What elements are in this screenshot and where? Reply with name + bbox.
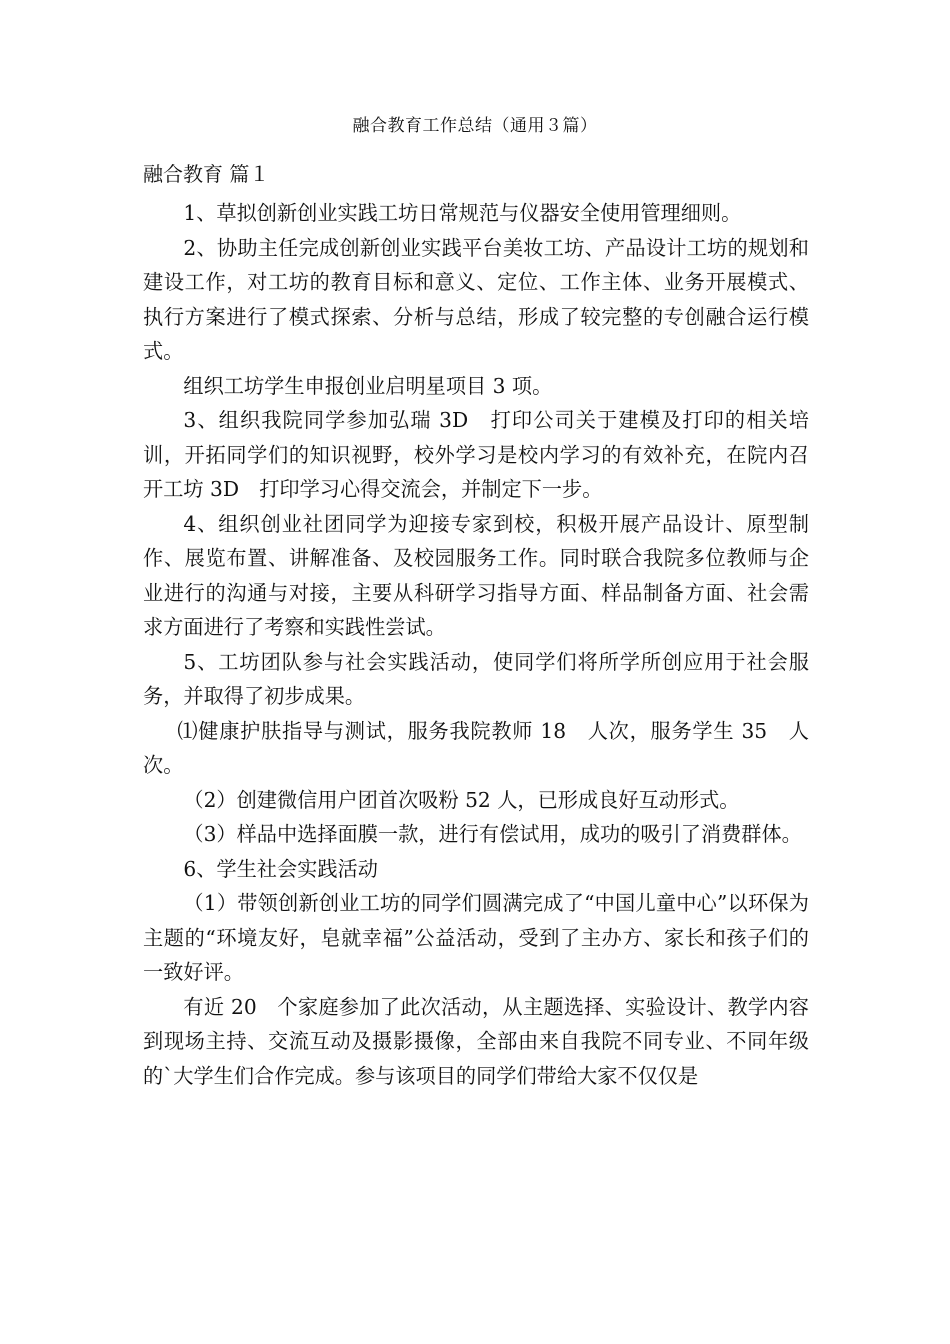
document-body bbox=[143, 196, 809, 1093]
paragraph-item-6: 6、学生社会实践活动 bbox=[183, 856, 378, 881]
paragraph-families: 有近 20 个家庭参加了此次活动，从主题选择、实验设计、教学内容到现场主持、交流互动及摄影摄像，全部由来自我院不同专业、不同年级的`大学生们合作完成。参与该项目的同学们带给大家不仅仅是 bbox=[143, 994, 809, 1088]
paragraph-item-2: 2、协助主任完成创新创业实践平台美妆工坊、产品设计工坊的规划和建设工作，对工坊的教育目标和意义、定位、工作主体、业务开展模式、执行方案进行了模式探索、分析与总结，形成了较完整的专创融合运行模式。 bbox=[143, 235, 809, 363]
paragraph-item-1: 1、草拟创新创业实践工坊日常规范与仪器安全使用管理细则。 bbox=[183, 201, 742, 225]
paragraph-sub-1: ⑴健康护肤指导与测试，服务我院教师 18 人次，服务学生 35 人次。 bbox=[143, 718, 809, 777]
paragraph-sub-2: （2）创建微信用户团首次吸粉 52 人，已形成良好互动形式。 bbox=[183, 787, 740, 812]
paragraph-project: 组织工坊学生申报创业启明星项目 3 项。 bbox=[183, 373, 553, 398]
paragraph-item-3: 3、组织我院同学参加弘瑞 3D 打印公司关于建模及打印的相关培训，开拓同学们的知识视野，校外学习是校内学习的有效补充，在院内召开工坊 3D 打印学习心得交流会，并制定下一步。 bbox=[143, 408, 809, 501]
section-heading: 融合教育 篇１ bbox=[143, 162, 270, 186]
paragraph-sub-6-1: （1）带领创新创业工坊的同学们圆满完成了“中国儿童中心”以环保为主题的“环境友好，皂就幸福”公益活动，受到了主办方、家长和孩子们的一致好评。 bbox=[143, 891, 809, 984]
paragraph-item-4: 4、组织创业社团同学为迎接专家到校，积极开展产品设计、原型制作、展览布置、讲解准备、及校园服务工作。同时联合我院多位教师与企业进行的沟通与对接，主要从科研学习指导方面、样品制备方面、社会需求方面进行了考察和实践性尝试。 bbox=[143, 511, 809, 639]
paragraph-sub-3: （3）样品中选择面膜一款，进行有偿试用，成功的吸引了消费群体。 bbox=[183, 822, 802, 846]
paragraph-item-5: 5、工坊团队参与社会实践活动，使同学们将所学所创应用于社会服务，并取得了初步成果。 bbox=[143, 649, 809, 708]
document-title: 融合教育工作总结（通用３篇） bbox=[352, 116, 598, 136]
